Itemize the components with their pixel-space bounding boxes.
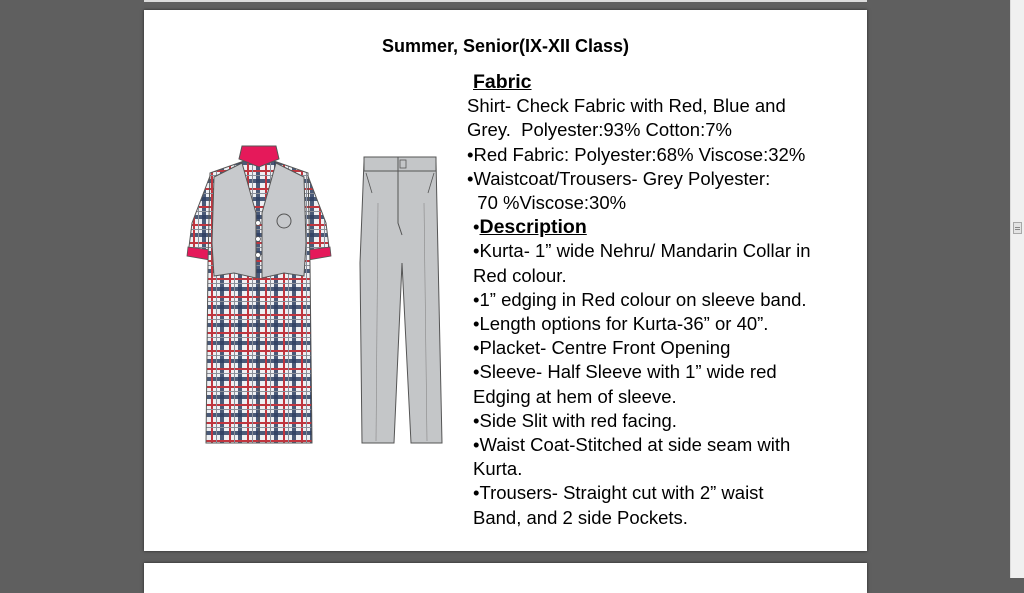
fabric-line: 70 %Viscose:30% bbox=[467, 192, 627, 214]
description-bullet: • bbox=[473, 216, 480, 238]
description-line: Band, and 2 side Pockets. bbox=[473, 506, 688, 528]
fabric-heading: Fabric bbox=[473, 71, 532, 93]
description-line: Red colour. bbox=[473, 264, 567, 286]
previous-page-edge bbox=[144, 0, 867, 2]
fabric-line: •Red Fabric: Polyester:68% Viscose:32% bbox=[467, 143, 806, 165]
uniform-illustration-svg bbox=[184, 143, 444, 473]
description-line: Edging at hem of sleeve. bbox=[473, 385, 677, 407]
description-line: •1” edging in Red colour on sleeve band. bbox=[473, 288, 807, 310]
trousers-illustration bbox=[360, 157, 442, 443]
description-line: •Length options for Kurta-36” or 40”. bbox=[473, 313, 769, 335]
description-line: •Placket- Centre Front Opening bbox=[473, 337, 731, 359]
next-document-page bbox=[144, 563, 867, 593]
fabric-line: •Waistcoat/Trousers- Grey Polyester: bbox=[467, 167, 771, 189]
uniform-spec-text bbox=[467, 70, 862, 530]
fabric-line: Grey. Polyester:93% Cotton:7% bbox=[467, 119, 732, 141]
scrollbar-thumb[interactable] bbox=[1013, 222, 1022, 234]
vertical-scrollbar[interactable] bbox=[1010, 0, 1024, 578]
description-line: •Sleeve- Half Sleeve with 1” wide red bbox=[473, 361, 777, 383]
description-line: •Waist Coat-Stitched at side seam with bbox=[473, 434, 791, 456]
description-line: •Trousers- Straight cut with 2” waist bbox=[473, 482, 764, 504]
kurta-illustration bbox=[187, 146, 331, 443]
fabric-line: Shirt- Check Fabric with Red, Blue and bbox=[467, 95, 786, 117]
page-title: Summer, Senior(IX-XII Class) bbox=[381, 36, 630, 56]
uniform-illustrations bbox=[184, 143, 444, 478]
description-line: •Side Slit with red facing. bbox=[473, 409, 677, 431]
description-heading-line bbox=[467, 215, 862, 239]
document-page bbox=[144, 10, 867, 551]
description-line: •Kurta- 1” wide Nehru/ Mandarin Collar in bbox=[473, 240, 811, 262]
description-heading: Description bbox=[479, 216, 587, 239]
description-line: Kurta. bbox=[473, 458, 523, 480]
